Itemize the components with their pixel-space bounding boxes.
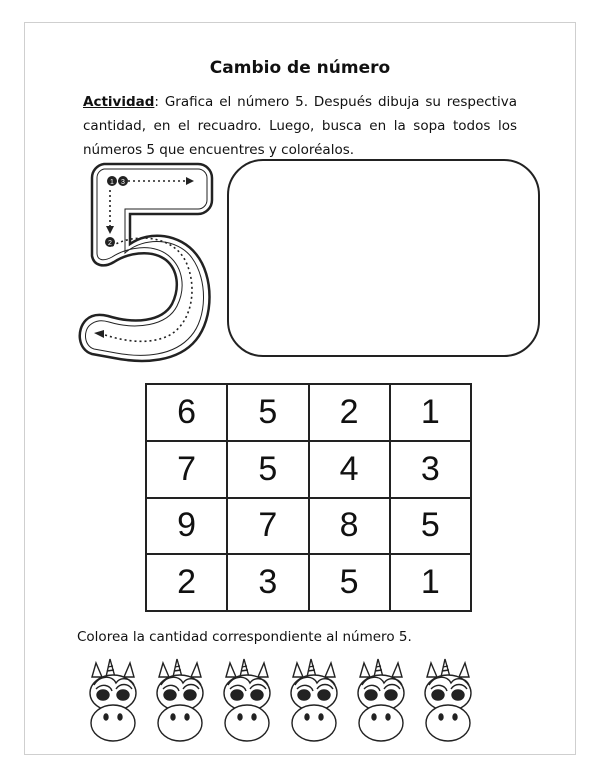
unicorn-head-icon[interactable]: [417, 655, 479, 743]
color-instruction: Colorea la cantidad correspondiente al número 5.: [77, 629, 412, 645]
grid-cell[interactable]: 3: [227, 554, 308, 611]
grid-cell[interactable]: 1: [390, 384, 471, 441]
grid-cell[interactable]: 7: [227, 498, 308, 555]
grid-cell[interactable]: 2: [309, 384, 390, 441]
grid-cell[interactable]: 4: [309, 441, 390, 498]
grid-cell[interactable]: 5: [227, 384, 308, 441]
unicorn-head-icon[interactable]: [216, 655, 278, 743]
grid-cell[interactable]: 8: [309, 498, 390, 555]
activity-instructions: [83, 90, 517, 162]
grid-cell[interactable]: 6: [146, 384, 227, 441]
unicorn-head-icon[interactable]: [149, 655, 211, 743]
grid-cell[interactable]: 5: [309, 554, 390, 611]
step-mark-2-label: 2: [108, 240, 112, 247]
number-search-grid: [145, 383, 472, 612]
activity-text: : Grafica el número 5. Después dibuja su respectiva cantidad, en el recuadro. Luego, busca en la sopa todos los números 5 que encuentres y coloréalos.: [83, 94, 517, 158]
grid-cell[interactable]: 1: [390, 554, 471, 611]
grid-cell[interactable]: 7: [146, 441, 227, 498]
grid-cell[interactable]: 5: [390, 498, 471, 555]
unicorn-head-icon[interactable]: [283, 655, 345, 743]
unicorn-head-icon[interactable]: [82, 655, 144, 743]
step-mark-1-label: 1: [110, 179, 114, 186]
drawing-box[interactable]: [227, 159, 540, 357]
grid-cell[interactable]: 2: [146, 554, 227, 611]
grid-cell[interactable]: 9: [146, 498, 227, 555]
activity-label: Actividad: [83, 94, 155, 110]
number-five-tracing-figure: [74, 158, 214, 366]
grid-cell[interactable]: 3: [390, 441, 471, 498]
unicorn-row: [82, 655, 482, 745]
step-mark-3-label: 3: [121, 179, 125, 186]
page-title: Cambio de número: [209, 58, 391, 78]
grid-cell[interactable]: 5: [227, 441, 308, 498]
unicorn-head-icon[interactable]: [350, 655, 412, 743]
